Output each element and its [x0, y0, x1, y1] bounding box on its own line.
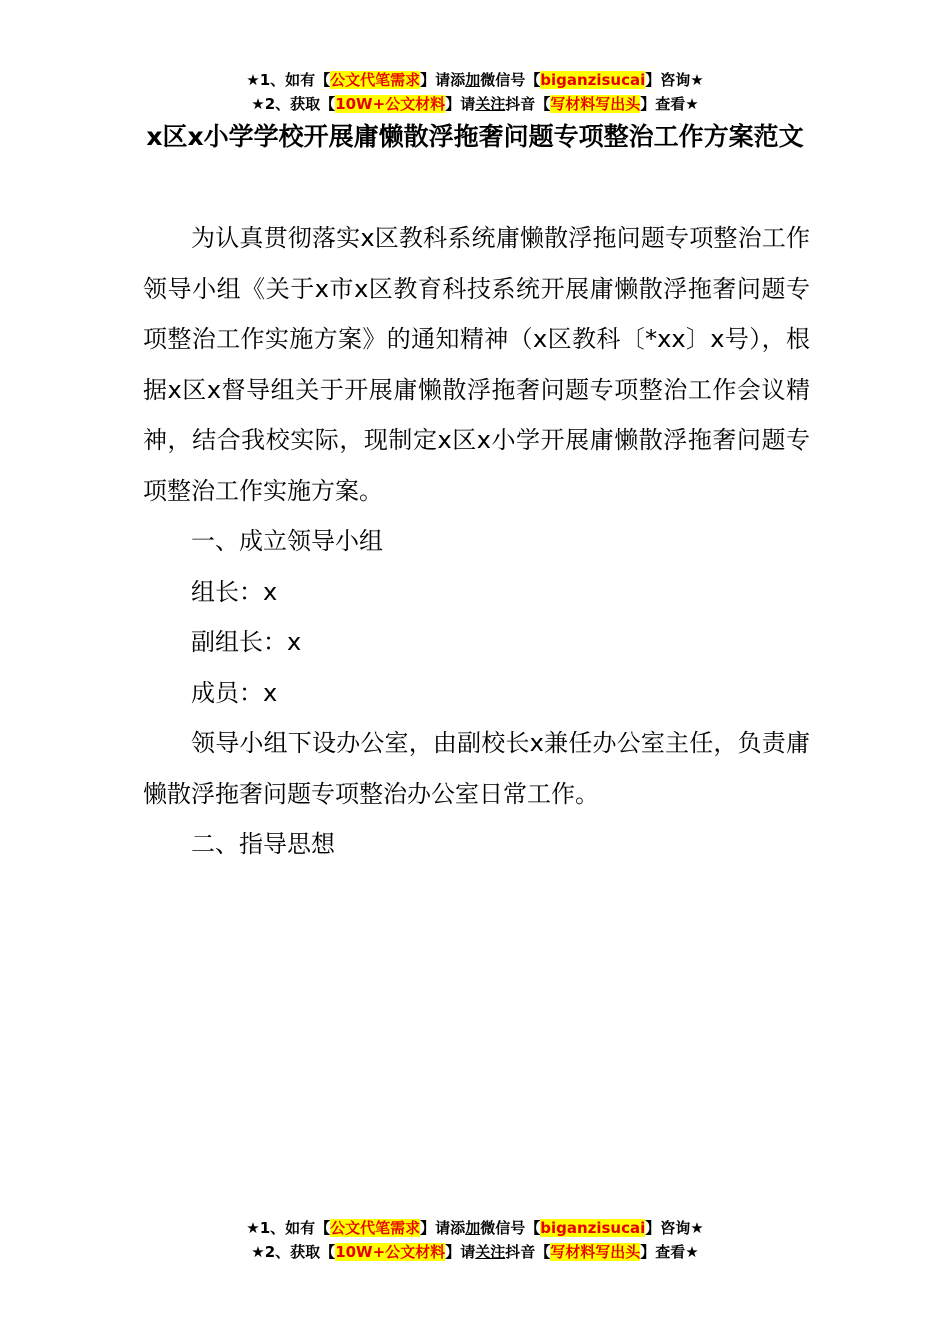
banner-line-1: ★1、如有【公文代笔需求】请添加微信号【biganzisucai】咨询★	[246, 1219, 704, 1237]
banner-line-2: ★2、获取【10W+公文材料】请关注抖音【写材料写出头】查看★	[251, 95, 699, 113]
line-leader: 组长：x	[191, 577, 278, 606]
heading-section-1: 一、成立领导小组	[191, 527, 383, 555]
highlight-materials: 10W+公文材料	[335, 95, 446, 113]
banner-line-1: ★1、如有【公文代笔需求】请添加微信号【biganzisucai】咨询★	[246, 71, 704, 89]
banner-line-2: ★2、获取【10W+公文材料】请关注抖音【写材料写出头】查看★	[251, 1243, 699, 1261]
paragraph-office: 领导小组下设办公室，由副校长x兼任办公室主任，负责庸懒散浮拖奢问题专项整治办公室日常工作。	[143, 729, 810, 808]
highlight-wechat-id: biganzisucai	[540, 1219, 646, 1237]
line-members: 成员：x	[191, 678, 278, 707]
highlight-service: 公文代笔需求	[330, 71, 421, 89]
highlight-douyin-account: 写材料写出头	[550, 95, 641, 113]
highlight-service: 公文代笔需求	[330, 1219, 421, 1237]
highlight-douyin-account: 写材料写出头	[550, 1243, 641, 1261]
document-body	[143, 213, 810, 870]
paragraph-intro: 为认真贯彻落实x区教科系统庸懒散浮拖问题专项整治工作领导小组《关于x市x区教育科技系统开展庸懒散浮拖奢问题专项整治工作实施方案》的通知精神（x区教科〔*xx〕x号），根据x区x督导组关于开展庸懒散浮拖奢问题专项整治工作会议精神，结合我校实际，现制定x区x小学开展庸懒散浮拖奢问题专项整治工作实施方案。	[143, 224, 810, 505]
line-deputy-leader: 副组长：x	[191, 628, 302, 656]
document-title: x区x小学学校开展庸懒散浮拖奢问题专项整治工作方案范文	[146, 122, 804, 151]
header-banner	[0, 68, 950, 116]
heading-section-2: 二、指导思想	[191, 830, 335, 858]
highlight-wechat-id: biganzisucai	[540, 71, 646, 89]
highlight-materials: 10W+公文材料	[335, 1243, 446, 1261]
footer-banner	[0, 1216, 950, 1264]
